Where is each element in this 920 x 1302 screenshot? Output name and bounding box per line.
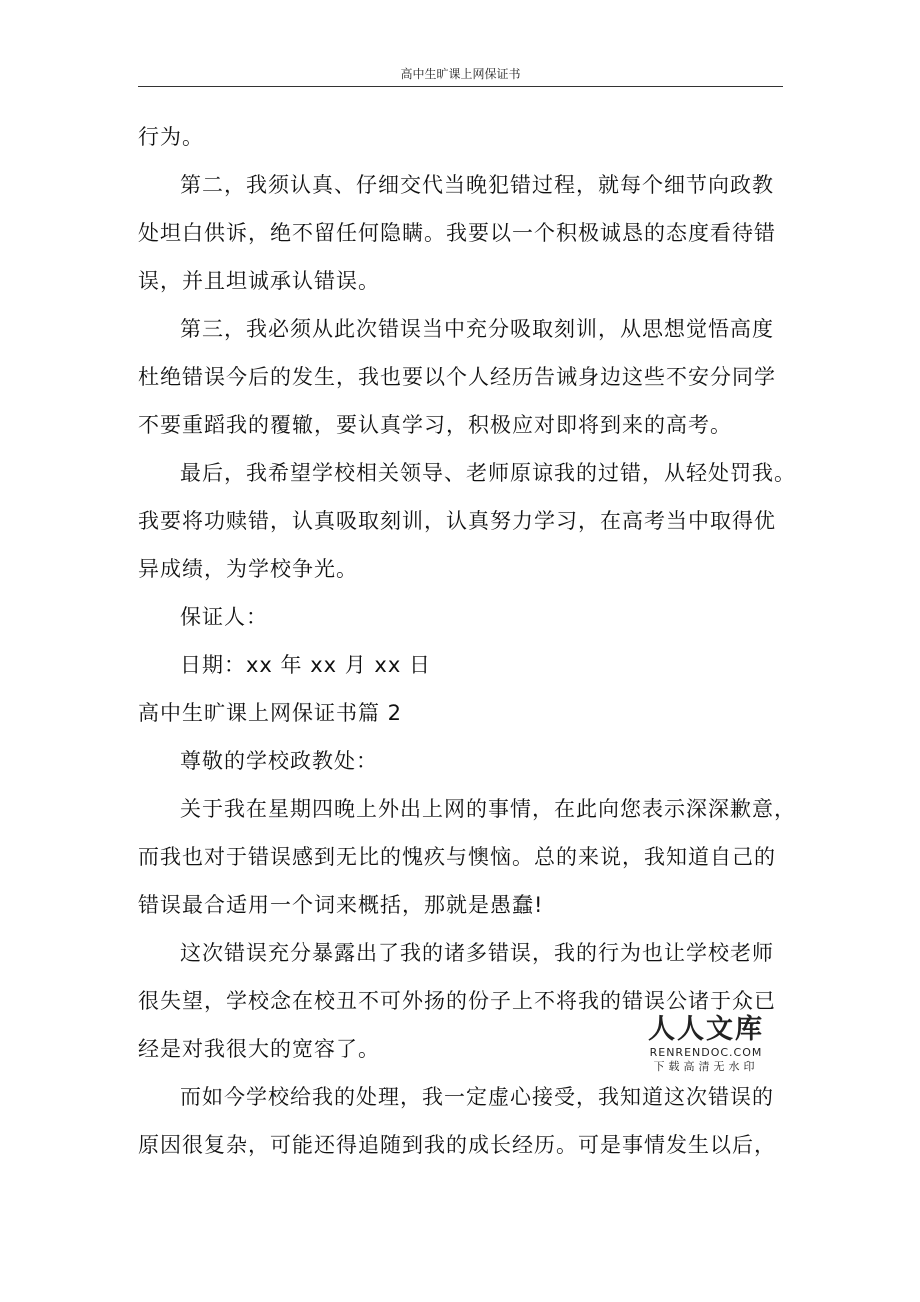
text-line: 而我也对于错误感到无比的愧疚与懊恼。总的来说，我知道自己的 <box>138 845 776 869</box>
text-line: 很失望，学校念在校丑不可外扬的份子上不将我的错误公诸于众已 <box>138 989 776 1013</box>
text-line: 行为。 <box>138 125 204 149</box>
paragraph-start: 第二，我须认真、仔细交代当晚犯错过程，就每个细节向政教 <box>180 173 774 197</box>
section-title: 高中生旷课上网保证书篇 2 <box>138 701 403 725</box>
date-line: 日期：xx 年 xx 月 xx 日 <box>180 653 431 677</box>
guarantor-label: 保证人： <box>180 605 268 629</box>
text-line: 不要重蹈我的覆辙，要认真学习，积极应对即将到来的高考。 <box>138 413 732 437</box>
text-line: 经是对我很大的宽容了。 <box>138 1037 380 1061</box>
text-line: 错误最合适用一个词来概括，那就是愚蠢! <box>138 893 544 917</box>
text-line: 误，并且坦诚承认错误。 <box>138 269 380 293</box>
paragraph-start: 而如今学校给我的处理，我一定虚心接受，我知道这次错误的 <box>180 1085 774 1109</box>
watermark-domain: RENRENDOC.COM <box>649 1046 763 1059</box>
header-title: 高中生旷课上网保证书 <box>400 67 521 81</box>
salutation: 尊敬的学校政教处： <box>180 749 378 773</box>
page-header <box>138 66 783 87</box>
text-line: 我要将功赎错，认真吸取刻训，认真努力学习，在高考当中取得优 <box>138 509 776 533</box>
paragraph-start: 第三，我必须从此次错误当中充分吸取刻训，从思想觉悟高度 <box>180 317 774 341</box>
watermark-logo <box>636 1014 776 1074</box>
text-line: 原因很复杂，可能还得追随到我的成长经历。可是事情发生以后， <box>138 1133 776 1157</box>
text-line: 杜绝错误今后的发生，我也要以个人经历告诫身边这些不安分同学 <box>138 365 776 389</box>
paragraph-start: 关于我在星期四晚上外出上网的事情，在此向您表示深深歉意， <box>180 797 796 821</box>
paragraph-start: 最后，我希望学校相关领导、老师原谅我的过错，从轻处罚我。 <box>180 461 796 485</box>
watermark-title: 人人文库 <box>648 1014 764 1045</box>
text-line: 异成绩，为学校争光。 <box>138 557 358 581</box>
paragraph-start: 这次错误充分暴露出了我的诸多错误，我的行为也让学校老师 <box>180 941 774 965</box>
watermark-subtitle: 下载高清无水印 <box>653 1060 759 1073</box>
text-line: 处坦白供诉，绝不留任何隐瞒。我要以一个积极诚恳的态度看待错 <box>138 221 776 245</box>
